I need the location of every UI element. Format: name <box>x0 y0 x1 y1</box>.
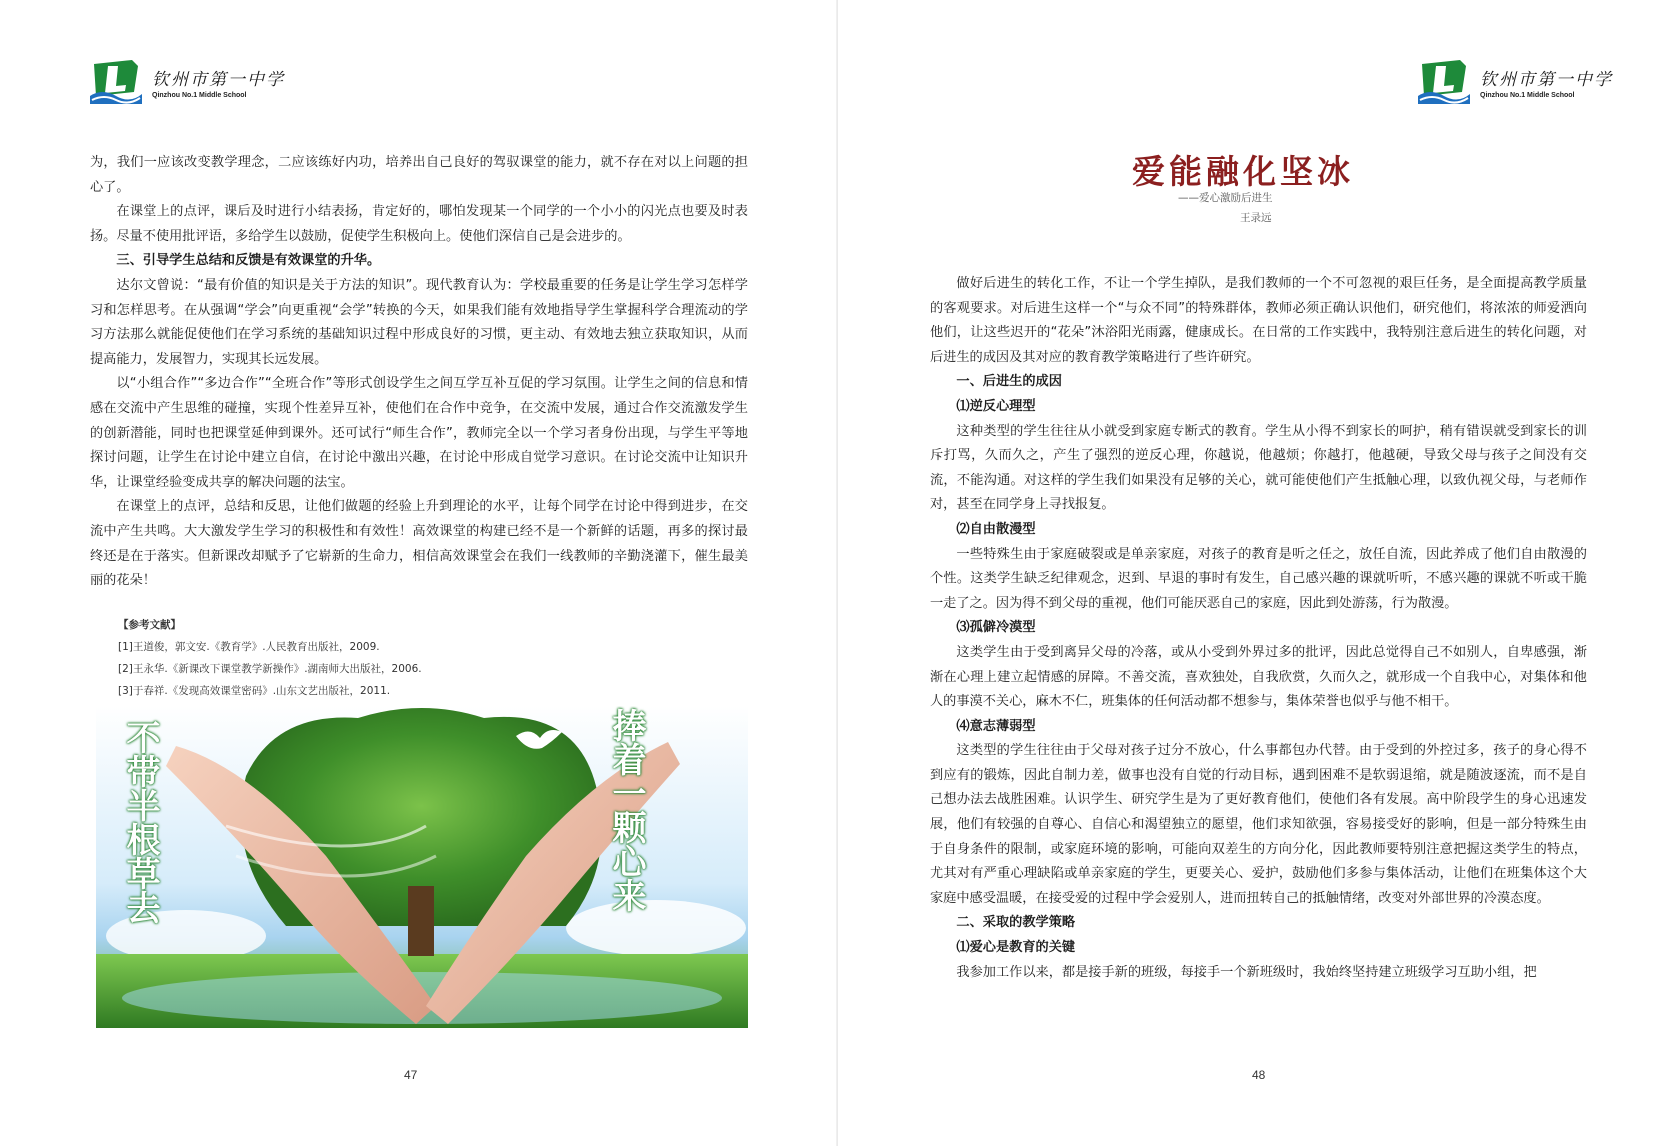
reference-item: [2]王永华.《新课改下课堂教学新操作》.湖南师大出版社，2006. <box>118 663 422 675</box>
paragraph: 在课堂上的点评，课后及时进行小结表扬，肯定好的，哪怕发现某一个同学的一个小小的闪光点也要及时表扬。尽量不使用批评语，多给学生以鼓励，促使学生积极向上。使他们深信自己是会进步的。 <box>90 204 748 244</box>
right-body-text <box>930 272 1587 985</box>
left-slogan: 不带半根草去 <box>120 720 160 924</box>
subsection-heading: ⑴逆反心理型 <box>956 398 1036 414</box>
paragraph: 为，我们一应该改变教学理念，二应该练好内功，培养出自己良好的驾驭课堂的能力，就不存在对以上问题的担心了。 <box>90 155 748 195</box>
school-emblem-icon <box>88 58 144 106</box>
paragraph: 这种类型的学生往往从小就受到家庭专断式的教育。学生从小得不到家长的呵护，稍有错误就受到家长的训斥打骂，久而久之，产生了强烈的逆反心理，你越说，他越烦；你越打，他越硬，导致父母与孩子之间没有交流，不能沟通。对这样的学生我们如果没有足够的关心，就可能使他们产生抵触心理，以致仇视父母，与老师作对，甚至在同学身上寻找报复。 <box>930 423 1587 513</box>
page-47 <box>0 0 838 1146</box>
paragraph: 达尔文曾说：“最有价值的知识是关于方法的知识”。现代教育认为：学校最重要的任务是让学生学习怎样学习和怎样思考。在从强调“学会”向更重视“会学”转换的今天，如果我们能有效地指导学生掌握科学合理流动的学习方法那么就能促使他们在学习系统的基础知识过程中形成良好的习惯，更主动、有效地去独立获取知识，从而提高能力，发展智力，实现其长远发展。 <box>90 277 748 367</box>
paragraph: 我参加工作以来，都是接手新的班级，每接手一个新班级时，我始终坚持建立班级学习互助小组，把 <box>956 964 1537 980</box>
references-title: 【参考文献】 <box>118 619 181 631</box>
hands-tree-illustration <box>96 706 748 1028</box>
school-logo <box>1416 58 1613 106</box>
subsection-heading: ⑴爱心是教育的关键 <box>956 940 1076 956</box>
school-name-cn: 钦州市第一中学 <box>1480 70 1613 90</box>
school-name-en: Qinzhou No.1 Middle School <box>152 92 247 99</box>
page-48 <box>838 0 1677 1146</box>
section-heading: 三、引导学生总结和反馈是有效课堂的升华。 <box>116 253 381 269</box>
paragraph: 做好后进生的转化工作，不让一个学生掉队，是我们教师的一个不可忽视的艰巨任务，是全面提高教学质量的客观要求。对后进生这样一个“与众不同”的特殊群体，教师必须正确认识他们，研究他们，将浓浓的师爱洒向他们，让这些迟开的“花朵”沐浴阳光雨露，健康成长。在日常的工作实践中，我特别注意后进生的转化问题，对后进生的成因及其对应的教育教学策略进行了些许研究。 <box>930 276 1587 365</box>
paragraph: 这类学生由于受到离异父母的冷落，或从小受到外界过多的批评，因此总觉得自己不如别人，自卑感强，渐渐在心理上建立起情感的屏障。不善交流，喜欢独处，自我欣赏，久而久之，就形成一个自我中心，对集体和他人的事漠不关心，麻木不仁，班集体的任何活动都不想参与，集体荣誉也似乎与他不相干。 <box>930 644 1587 710</box>
section-heading: 二、采取的教学策略 <box>956 915 1076 931</box>
school-name-en: Qinzhou No.1 Middle School <box>1480 92 1575 99</box>
right-slogan: 捧着一颗心来 <box>606 708 646 912</box>
school-emblem-icon <box>1416 58 1472 106</box>
subsection-heading: ⑷意志薄弱型 <box>956 718 1036 734</box>
paragraph: 以“小组合作”“多边合作”“全班合作”等形式创设学生之间互学互补互促的学习氛围。让学生之间的信息和情感在交流中产生思维的碰撞，实现个性差异互补，使他们在合作中竞争，在交流中发展，通过合作交流激发学生的创新潜能，同时也把课堂延伸到课外。还可试行“师生合作”，教师完全以一个学习者身份出现，与学生平等地探讨问题，让学生在讨论中建立自信，在讨论中激出兴趣，在讨论中形成自觉学习意识。在讨论交流中让知识升华，让课堂经验变成共享的解决问题的法宝。 <box>90 376 748 490</box>
subsection-heading: ⑵自由散漫型 <box>956 521 1036 537</box>
paragraph: 这类型的学生往往由于父母对孩子过分不放心，什么事都包办代替。由于受到的外控过多，孩子的身心得不到应有的锻炼，因此自制力差，做事也没有自觉的行动目标，遇到困难不是软弱退缩，就是随波逐流，而不是自己想办法去战胜困难。认识学生、研究学生是为了更好教育他们，使他们各有发展。高中阶段学生的身心迅速发展，他们有较强的自尊心、自信心和渴望独立的愿望，他们求知欲强，容易接受好的影响，但是一部分特殊生由于自身条件的限制，或家庭环境的影响，可能向双差生的方向分化，因此教师要特别注意把握这类学生的特点，尤其对有严重心理缺陷或单亲家庭的学生，更要关心、爱护，鼓励他们多参与集体活动，让他们在班集体这个大家庭中感受温暖，在接受爱的过程中学会爱别人，进而扭转自己的抵触情绪，改变对外部世界的冷漠态度。 <box>930 743 1587 906</box>
article-subtitle: ——爱心激励后进生 <box>1178 192 1273 204</box>
left-body-text <box>90 151 748 594</box>
article-title: 爱能融化坚冰 <box>1132 152 1354 191</box>
paragraph: 一些特殊生由于家庭破裂或是单亲家庭，对孩子的教育是听之任之，放任自流，因此养成了他们自由散漫的个性。这类学生缺乏纪律观念，迟到、早退的事时有发生，自己感兴趣的课就听听，不感兴趣的课就不听或干脆一走了之。因为得不到父母的重视，他们可能厌恶自己的家庭，因此到处游荡，行为散漫。 <box>930 546 1587 611</box>
section-heading: 一、后进生的成因 <box>956 374 1062 390</box>
reference-item: [1]王道俊，郭文安.《教育学》.人民教育出版社，2009. <box>118 641 380 653</box>
school-name-cn: 钦州市第一中学 <box>152 70 285 90</box>
article-author: 王录远 <box>1240 212 1272 224</box>
subsection-heading: ⑶孤僻冷漠型 <box>956 620 1036 636</box>
references <box>118 614 422 702</box>
reference-item: [3]于春祥.《发现高效课堂密码》.山东文艺出版社，2011. <box>118 685 391 697</box>
school-logo <box>88 58 285 106</box>
page-number: 47 <box>404 1068 418 1082</box>
paragraph: 在课堂上的点评，总结和反思，让他们做题的经验上升到理论的水平，让每个同学在讨论中得到进步，在交流中产生共鸣。大大激发学生学习的积极性和有效性！高效课堂的构建已经不是一个新鲜的话题，再多的探讨最终还是在于落实。但新课改却赋予了它崭新的生命力，相信高效课堂会在我们一线教师的辛勤浇灌下，催生最美丽的花朵！ <box>90 499 748 589</box>
page-number: 48 <box>1252 1068 1266 1082</box>
